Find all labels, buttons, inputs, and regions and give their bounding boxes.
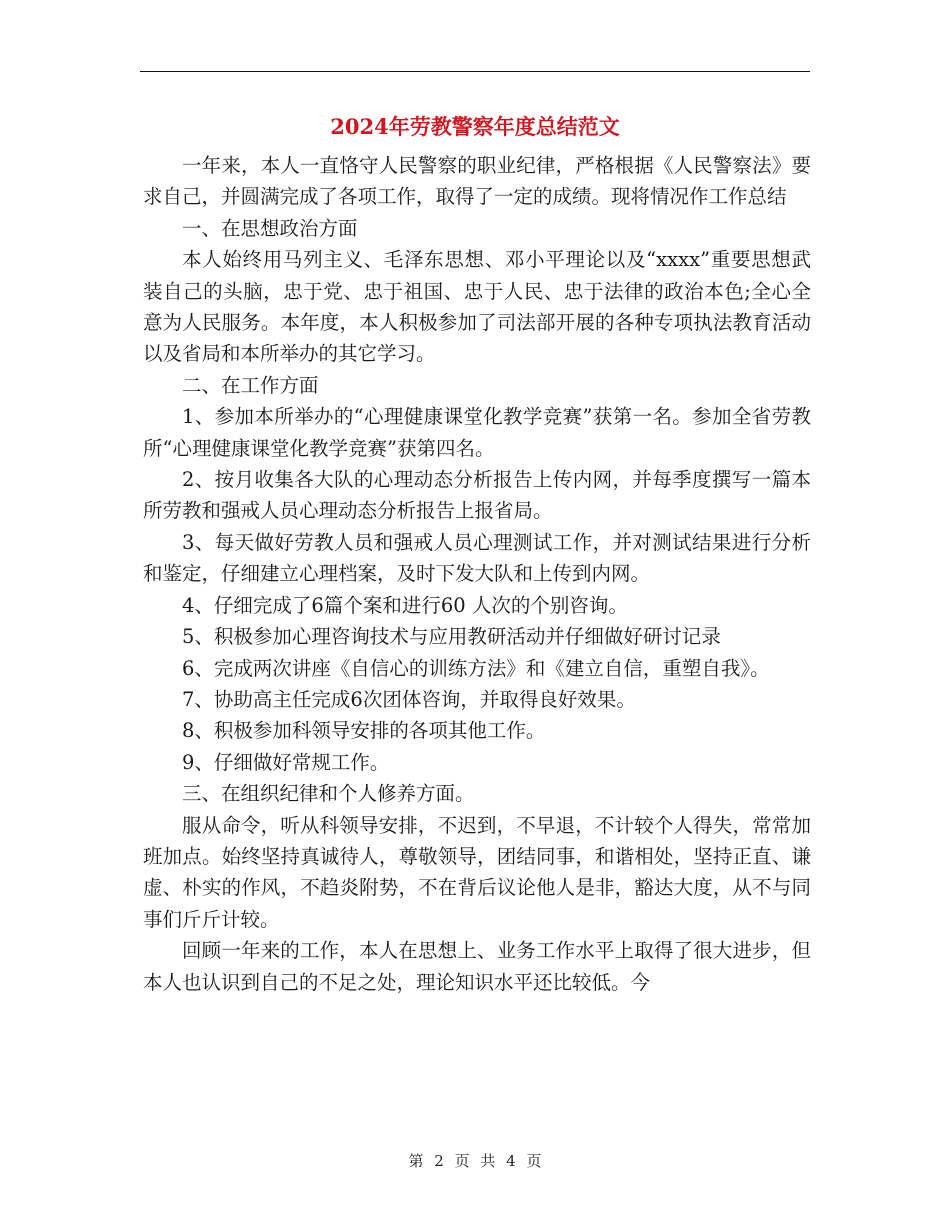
work-item-2: 2、按月收集各大队的心理动态分析报告上传内网，并每季度撰写一篇本所劳教和强戒人员心理动态分析报告上报省局。 [143,468,811,523]
work-item-8: 8、积极参加科领导安排的各项其他工作。 [182,719,546,743]
paragraph-discipline: 服从命令，听从科领导安排，不迟到，不早退，不计较个人得失，常常加班加点。始终坚持真诚待人，尊敬领导，团结同事，和谐相处，坚持正直、谦虚、朴实的作风，不趋炎附势，不在背后议论他人是非，豁达大度，从不与同事们斤斤计较。 [143,813,811,931]
paragraph-political: 本人始终用马列主义、毛泽东思想、邓小平理论以及“xxxx”重要思想武装自己的头脑，忠于党、忠于祖国、忠于人民、忠于法律的政治本色;全心全意为人民服务。本年度，本人积极参加了司法部开展的各种专项执法教育活动以及省局和本所举办的其它学习。 [143,248,811,366]
paragraph-intro: 一年来，本人一直恪守人民警察的职业纪律，严格根据《人民警察法》要求自己，并圆满完成了各项工作，取得了一定的成绩。现将情况作工作总结 [143,154,811,209]
work-item-5: 5、积极参加心理咨询技术与应用教研活动并仔细做好研讨记录 [182,625,721,649]
document-body [143,150,811,998]
work-item-4: 4、仔细完成了6篇个案和进行60 人次的个别咨询。 [182,593,628,617]
work-item-7: 7、协助高主任完成6次团体咨询，并取得良好效果。 [182,687,636,711]
paragraph-review: 回顾一年来的工作，本人在思想上、业务工作水平上取得了很大进步，但本人也认识到自己的不足之处，理论知识水平还比较低。今 [143,939,811,994]
heading-discipline: 三、在组织纪律和个人修养方面。 [182,782,475,806]
work-item-9: 9、仔细做好常规工作。 [182,750,390,774]
page-number-footer: 第 2 页 共 4 页 [408,1152,542,1170]
work-item-3: 3、每天做好劳教人员和强戒人员心理测试工作，并对测试结果进行分析和鉴定，仔细建立心理档案，及时下发大队和上传到内网。 [143,530,811,586]
work-item-6: 6、完成两次讲座《自信心的训练方法》和《建立自信，重塑自我》。 [182,656,770,680]
header-rule [140,71,810,72]
heading-work: 二、在工作方面 [182,373,319,397]
heading-political: 一、在思想政治方面 [182,216,358,240]
document-title: 2024年劳教警察年度总结范文 [330,114,620,139]
work-item-1: 1、参加本所举办的“心理健康课堂化教学竞赛”获第一名。参加全省劳教所“心理健康课堂化教学竞赛”获第四名。 [143,405,811,460]
